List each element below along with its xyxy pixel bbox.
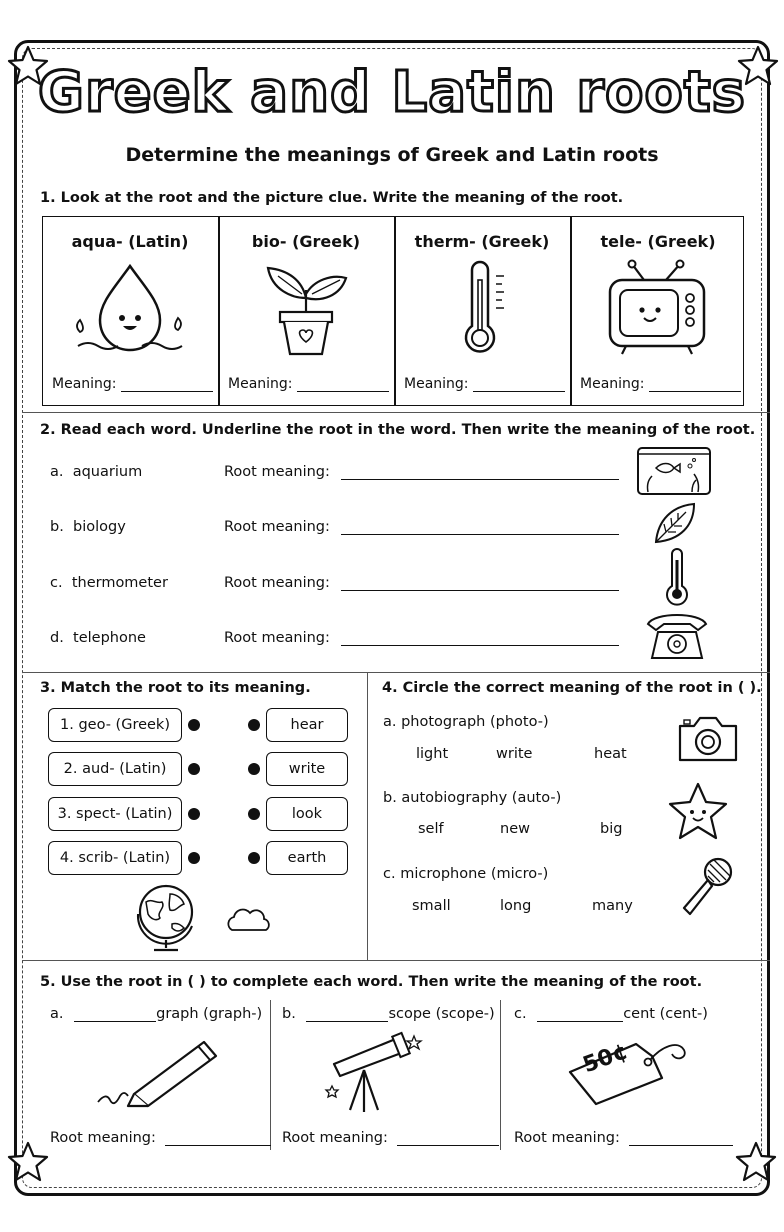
q1-root-bio: bio- (Greek) bbox=[251, 232, 361, 251]
star-icon bbox=[6, 1140, 50, 1184]
match-dot[interactable] bbox=[248, 763, 260, 775]
q4-option[interactable]: new bbox=[500, 821, 530, 837]
q1-root-therm: therm- (Greek) bbox=[414, 232, 550, 251]
q1-root-aqua: aqua- (Latin) bbox=[71, 232, 189, 251]
q4-option[interactable]: heat bbox=[594, 746, 627, 762]
match-meaning-look[interactable]: look bbox=[266, 797, 348, 831]
match-dot[interactable] bbox=[188, 763, 200, 775]
q2-answer-c[interactable]: Root meaning: bbox=[224, 575, 619, 591]
leaf-icon bbox=[652, 502, 698, 546]
match-dot[interactable] bbox=[188, 719, 200, 731]
telescope-icon bbox=[324, 1030, 424, 1114]
list-item: d. telephone bbox=[50, 630, 146, 646]
match-root-geo[interactable]: 1. geo- (Greek) bbox=[48, 708, 182, 742]
q1-root-tele: tele- (Greek) bbox=[600, 232, 716, 251]
aquarium-icon bbox=[636, 444, 712, 496]
q4-prompt-a: a. photograph (photo-) bbox=[383, 714, 549, 730]
list-item: a. aquarium bbox=[50, 464, 143, 480]
q5-meaning-b[interactable]: Root meaning: bbox=[282, 1130, 499, 1146]
cloud-icon bbox=[224, 904, 274, 934]
q1-meaning-4[interactable]: Meaning: bbox=[580, 376, 741, 392]
match-dot[interactable] bbox=[248, 719, 260, 731]
q4-option[interactable]: many bbox=[592, 898, 633, 914]
q4-prompt-c: c. microphone (micro-) bbox=[383, 866, 549, 882]
star-icon bbox=[734, 1140, 778, 1184]
telephone-icon bbox=[644, 610, 710, 662]
q5-instruction: 5. Use the root in ( ) to complete each word. Then write the meaning of the root. bbox=[40, 974, 703, 990]
water-drop-icon bbox=[72, 262, 188, 358]
q3-instruction: 3. Match the root to its meaning. bbox=[40, 680, 311, 696]
thermometer-icon bbox=[458, 262, 508, 358]
match-dot[interactable] bbox=[188, 852, 200, 864]
q5-meaning-a[interactable]: Root meaning: bbox=[50, 1130, 271, 1146]
camera-icon bbox=[676, 712, 740, 764]
microphone-icon bbox=[680, 856, 736, 918]
match-meaning-write[interactable]: write bbox=[266, 752, 348, 786]
plant-pot-icon bbox=[262, 262, 352, 358]
q5-meaning-c[interactable]: Root meaning: bbox=[514, 1130, 733, 1146]
list-item: c. thermometer bbox=[50, 575, 168, 591]
globe-icon bbox=[132, 880, 206, 956]
q4-option[interactable]: small bbox=[412, 898, 451, 914]
q2-answer-d[interactable]: Root meaning: bbox=[224, 630, 619, 646]
price-tag-text: 50¢ bbox=[579, 1039, 632, 1079]
q5-word-c[interactable]: c. cent (cent-) bbox=[514, 1006, 708, 1022]
q1-meaning-3[interactable]: Meaning: bbox=[404, 376, 565, 392]
q1-meaning-2[interactable]: Meaning: bbox=[228, 376, 389, 392]
q4-prompt-b: b. autobiography (auto-) bbox=[383, 790, 562, 806]
q4-option[interactable]: long bbox=[500, 898, 532, 914]
star-icon bbox=[666, 782, 730, 842]
page-subtitle: Determine the meanings of Greek and Latin roots bbox=[125, 144, 659, 166]
page-title: Greek and Latin roots bbox=[38, 60, 746, 125]
q4-option[interactable]: light bbox=[416, 746, 449, 762]
q1-instruction: 1. Look at the root and the picture clue. Write the meaning of the root. bbox=[40, 190, 624, 206]
q5-word-b[interactable]: b. scope (scope-) bbox=[282, 1006, 495, 1022]
q2-answer-b[interactable]: Root meaning: bbox=[224, 519, 619, 535]
q1-meaning-1[interactable]: Meaning: bbox=[52, 376, 213, 392]
q2-instruction: 2. Read each word. Underline the root in the word. Then write the meaning of the root. bbox=[40, 422, 756, 438]
match-dot[interactable] bbox=[248, 808, 260, 820]
list-item: b. biology bbox=[50, 519, 126, 535]
q4-option[interactable]: write bbox=[496, 746, 533, 762]
match-dot[interactable] bbox=[248, 852, 260, 864]
match-meaning-earth[interactable]: earth bbox=[266, 841, 348, 875]
q4-option[interactable]: big bbox=[600, 821, 623, 837]
thermometer-icon bbox=[664, 548, 690, 606]
match-meaning-hear[interactable]: hear bbox=[266, 708, 348, 742]
q4-option[interactable]: self bbox=[418, 821, 444, 837]
q2-answer-a[interactable]: Root meaning: bbox=[224, 464, 619, 480]
match-dot[interactable] bbox=[188, 808, 200, 820]
match-root-aud[interactable]: 2. aud- (Latin) bbox=[48, 752, 182, 786]
q5-word-a[interactable]: a. graph (graph-) bbox=[50, 1006, 263, 1022]
television-icon bbox=[606, 258, 710, 358]
match-root-spect[interactable]: 3. spect- (Latin) bbox=[48, 797, 182, 831]
q4-instruction: 4. Circle the correct meaning of the root in ( ). bbox=[382, 680, 762, 696]
pencil-icon bbox=[94, 1036, 226, 1108]
match-root-scrib[interactable]: 4. scrib- (Latin) bbox=[48, 841, 182, 875]
